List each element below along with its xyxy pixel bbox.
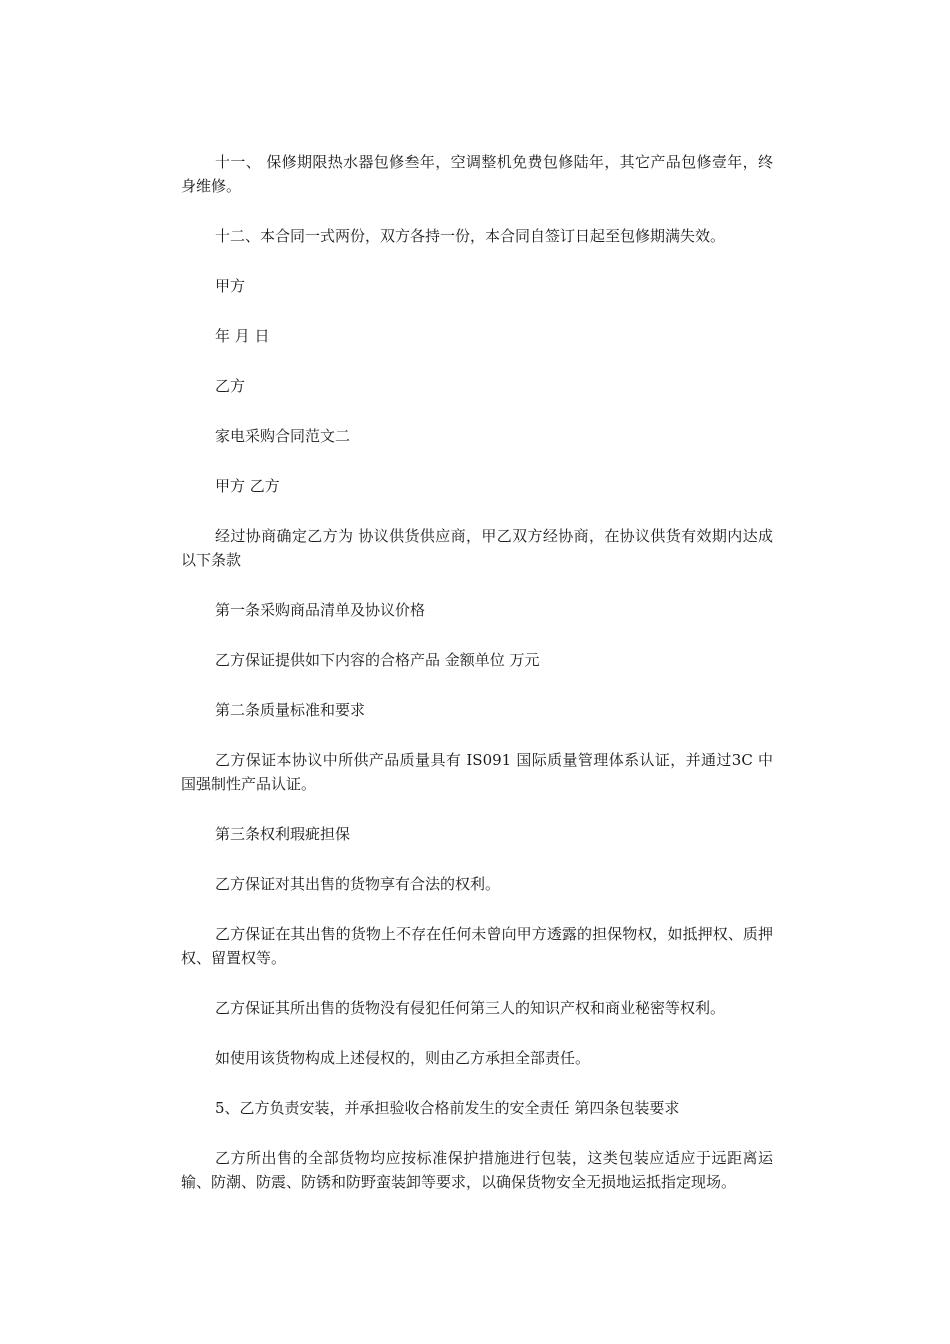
paragraph-no-ip-infringement: 乙方保证其所出售的货物没有侵犯任何第三人的知识产权和商业秘密等权利。 [215, 999, 726, 1017]
paragraph-liability: 如使用该货物构成上述侵权的，则由乙方承担全部责任。 [215, 1049, 591, 1067]
paragraph-installation: 5、乙方负责安装，并承担验收合格前发生的安全责任 第四条包装要求 [215, 1099, 680, 1117]
paragraph-product-supply: 乙方保证提供如下内容的合格产品 金额单位 万元 [215, 651, 540, 669]
article-1-heading: 第一条采购商品清单及协议价格 [215, 601, 426, 619]
paragraph-contract-copies: 十二、本合同一式两份，双方各持一份，本合同自签订日起至包修期满失效。 [215, 227, 726, 245]
paragraph-no-security-interest: 乙方保证在其出售的货物上不存在任何未曾向甲方透露的担保物权，如抵押权、质押权、留置权等。 [181, 925, 773, 967]
paragraph-warranty-period: 十一、 保修期限热水器包修叁年，空调整机免费包修陆年，其它产品包修壹年，终身维修。 [181, 153, 773, 195]
party-b-label: 乙方 [215, 377, 246, 395]
paragraph-quality-certification: 乙方保证本协议中所供产品质量具有 IS091 国际质量管理体系认证，并通过3C 中国强制性产品认证。 [181, 751, 773, 793]
party-a-label: 甲方 [215, 277, 246, 295]
parties-line: 甲方 乙方 [215, 477, 280, 495]
article-2-heading: 第二条质量标准和要求 [215, 701, 366, 719]
paragraph-legal-rights: 乙方保证对其出售的货物享有合法的权利。 [215, 875, 501, 893]
paragraph-agreement-intro: 经过协商确定乙方为 协议供货供应商，甲乙双方经协商，在协议供货有效期内达成以下条款 [181, 527, 773, 569]
article-3-heading: 第三条权利瑕疵担保 [215, 825, 351, 843]
date-line: 年 月 日 [215, 327, 270, 345]
section-title: 家电采购合同范文二 [215, 427, 351, 445]
document-body [181, 150, 773, 1220]
paragraph-packaging: 乙方所出售的全部货物均应按标准保护措施进行包装，这类包装应适应于远距离运输、防潮、防震、防锈和防野蛮装卸等要求，以确保货物安全无损地运抵指定现场。 [181, 1149, 773, 1191]
